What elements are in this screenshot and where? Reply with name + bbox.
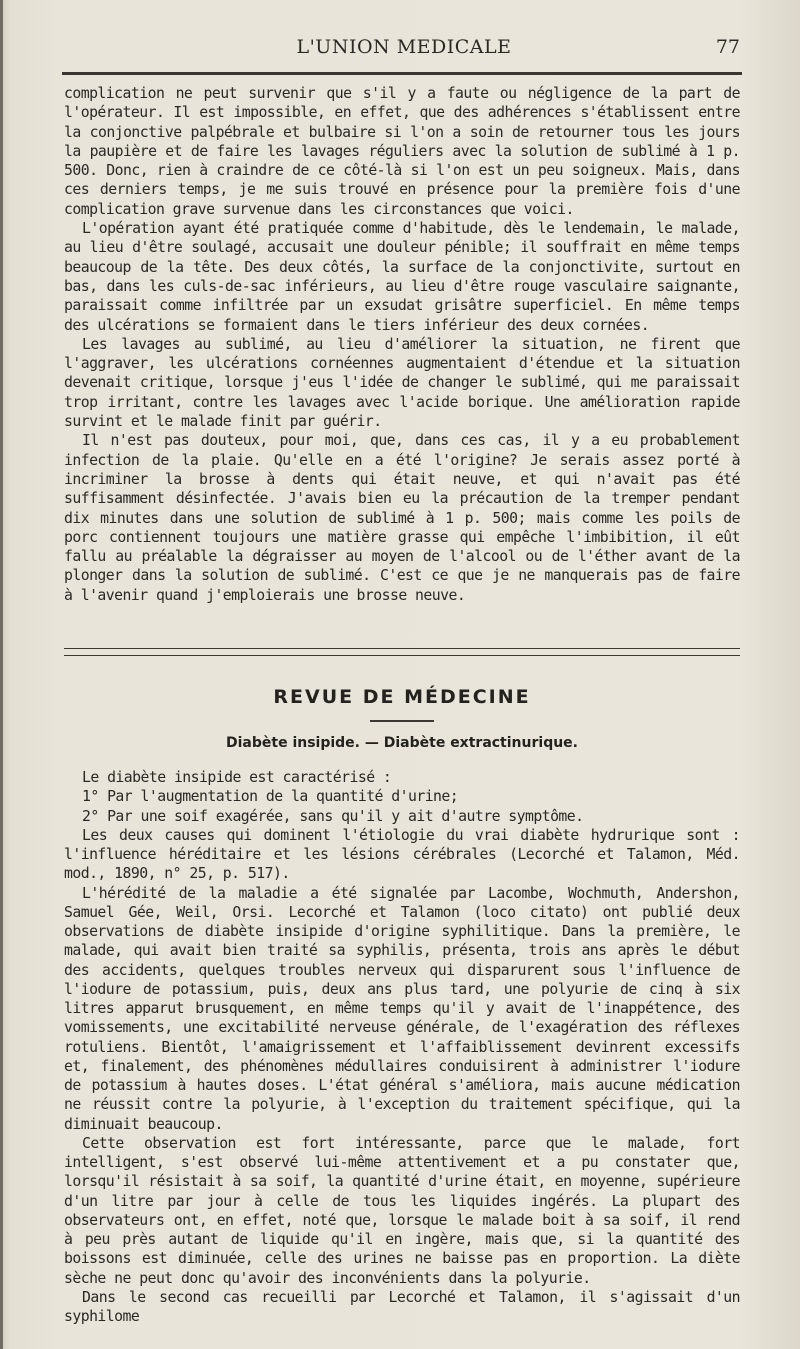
- paragraph: L'opération ayant été pratiquée comme d'habitude, dès le lendemain, le malade, au lieu d'être soulagé, accusait une douleur pénible; il souffrait en même temps beaucoup de la tête. Des deux côtés, la surface de la conjonctivite, surtout en bas, dans les culs-de-sac inférieurs, au lieu d'être rouge vasculaire saignante, paraissait comme infiltrée par un exsudat grisâtre superficiel. En même temps des ulcérations se formaient dans le tiers inférieur des deux cornées.: [64, 220, 740, 334]
- paragraph: Les deux causes qui dominent l'étiologie du vrai diabète hydrurique sont : l'influence héréditaire et les lésions cérébrales (Lecorché et Talamon, Méd. mod., 1890, n° 25, p. 517).: [64, 826, 740, 883]
- page-number: 77: [715, 36, 740, 58]
- header-rule: [62, 72, 742, 75]
- paragraph: 1° Par l'augmentation de la quantité d'urine;: [82, 788, 459, 806]
- page-header: [64, 36, 744, 66]
- paragraph: Cette observation est fort intéressante, parce que le malade, fort intelligent, s'est observé lui-même attentivement et a pu constater que, lorsqu'il résistait à sa soif, la quantité d'urine était, en moyenne, supérieure d'un litre par jour à celle de tous les liquides ingérés. La plupart des observateurs ont, en effet, noté que, lorsque le malade boit à sa soif, il rend à peu près autant de liquide qu'il en ingère, mais que, si la quantité des boissons est diminuée, celle des urines ne baisse pas en proportion. La diète sèche ne peut donc qu'avoir des inconvénients dans la polyurie.: [64, 1134, 740, 1287]
- page-edge-shadow: [0, 0, 3, 1349]
- paragraph: Dans le second cas recueilli par Lecorché et Talamon, il s'agissait d'un syphilome: [64, 1288, 740, 1325]
- article-text: [64, 768, 740, 1326]
- paragraph: complication ne peut survenir que s'il y a faute ou négligence de la part de l'opérateur. Il est impossible, en effet, que des adhérences s'établissent entre la conjonctive palpébrale et bulbaire si l'on a soin de retourner tous les jours la paupière et de faire les lavages réguliers avec la solution de sublimé à 1 p. 500. Donc, rien à craindre de ce côté-là si l'on est un peu soigneux. Mais, dans ces derniers temps, je me suis trouvé en présence pour la première fois d'une complication grave survenue dans les circonstances que voici.: [64, 85, 740, 218]
- paragraph: Les lavages au sublimé, au lieu d'améliorer la situation, ne firent que l'aggraver, les ulcérations cornéennes augmentaient d'étendue et la situation devenait critique, lorsque j'eus l'idée de changer le sublimé, qui me paraissait trop irritant, contre les lavages avec l'acide borique. Une amélioration rapide survint et le malade finit par guérir.: [64, 335, 740, 431]
- section-title: REVUE DE MÉDECINE: [273, 686, 531, 708]
- article-subtitle: Diabète insipide. — Diabète extractinurique.: [226, 735, 578, 751]
- paragraph: 2° Par une soif exagérée, sans qu'il y ait d'autre symptôme.: [82, 807, 584, 825]
- paragraph: Il n'est pas douteux, pour moi, que, dans ces cas, il y a eu probablement infection de la plaie. Qu'elle en a été l'origine? Je serais assez porté à incriminer la brosse à dents qui était neuve, et qui n'avait pas été suffisamment désinfectée. J'avais bien eu la précaution de la tremper pendant dix minutes dans une solution de sublimé à 1 p. 500; mais comme les poils de porc contiennent toujours une matière grasse qui empêche l'imbibition, il eût fallu au préalable la dégraisser au moyen de l'alcool ou de l'éther avant de la plonger dans la solution de sublimé. C'est ce que je ne manquerais pas de faire à l'avenir quand j'emploierais une brosse neuve.: [64, 432, 740, 604]
- previous-article-text: [64, 84, 740, 605]
- running-title: L'UNION MEDICALE: [296, 36, 512, 58]
- title-rule: [370, 720, 434, 722]
- paragraph: L'hérédité de la maladie a été signalée par Lacombe, Wochmuth, Andershon, Samuel Gée, Weil, Orsi. Lecorché et Talamon (loco citato) ont publié deux observations de diabète insipide d'origine syphilitique. Dans la première, le malade, qui avait bien traité sa syphilis, présenta, trois ans après le début des accidents, quelques troubles nerveux qui disparurent sous l'influence de l'iodure de potassium, puis, deux ans plus tard, une polyurie de cinq à six litres apparut brusquement, en même temps qu'il y avait de l'inappétence, des vomissements, une excitabilité nerveuse générale, de l'exagération des réflexes rotuliens. Bientôt, l'amaigrissement et l'affaiblissement devinrent excessifs et, finalement, des phénomènes médullaires conduisirent à administrer l'iodure de potassium à hautes doses. L'état général s'améliora, mais aucune médication ne réussit contre la polyurie, à l'exception du traitement spécifique, qui la diminuait beaucoup.: [64, 884, 740, 1133]
- section-divider: [64, 648, 740, 656]
- paragraph: Le diabète insipide est caractérisé :: [82, 769, 392, 786]
